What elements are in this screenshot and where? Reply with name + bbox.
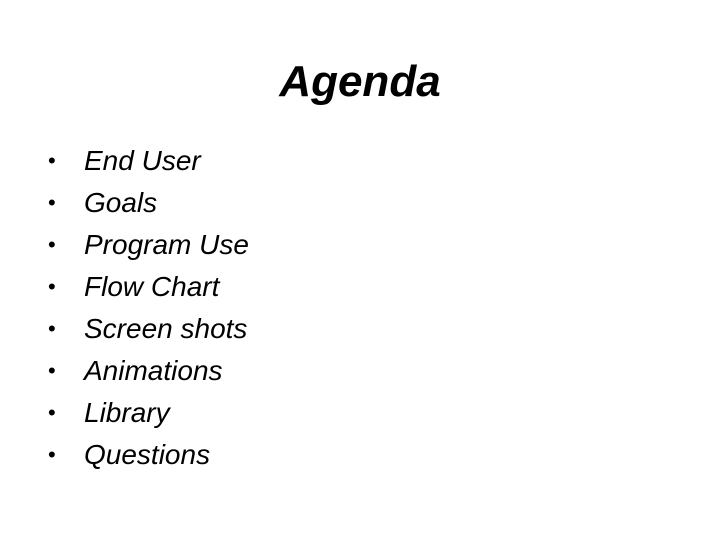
bullet-icon: • (48, 232, 56, 257)
agenda-item-label: Program Use (84, 229, 249, 260)
bullet-icon: • (48, 442, 56, 467)
agenda-item-label: Library (84, 397, 170, 428)
agenda-item-label: Goals (84, 187, 158, 218)
bullet-icon: • (48, 148, 56, 173)
bullet-icon: • (48, 316, 56, 341)
agenda-item-label: Questions (84, 439, 211, 470)
agenda-item-label: Animations (84, 355, 223, 386)
bullet-icon: • (48, 400, 56, 425)
agenda-item-label: Flow Chart (84, 271, 220, 302)
bullet-icon: • (48, 274, 56, 299)
bullet-icon: • (48, 190, 56, 215)
slide-title: Agenda (279, 57, 441, 106)
bullet-icon: • (48, 358, 56, 383)
agenda-item-label: End User (84, 145, 201, 176)
agenda-item-label: Screen shots (84, 313, 248, 344)
